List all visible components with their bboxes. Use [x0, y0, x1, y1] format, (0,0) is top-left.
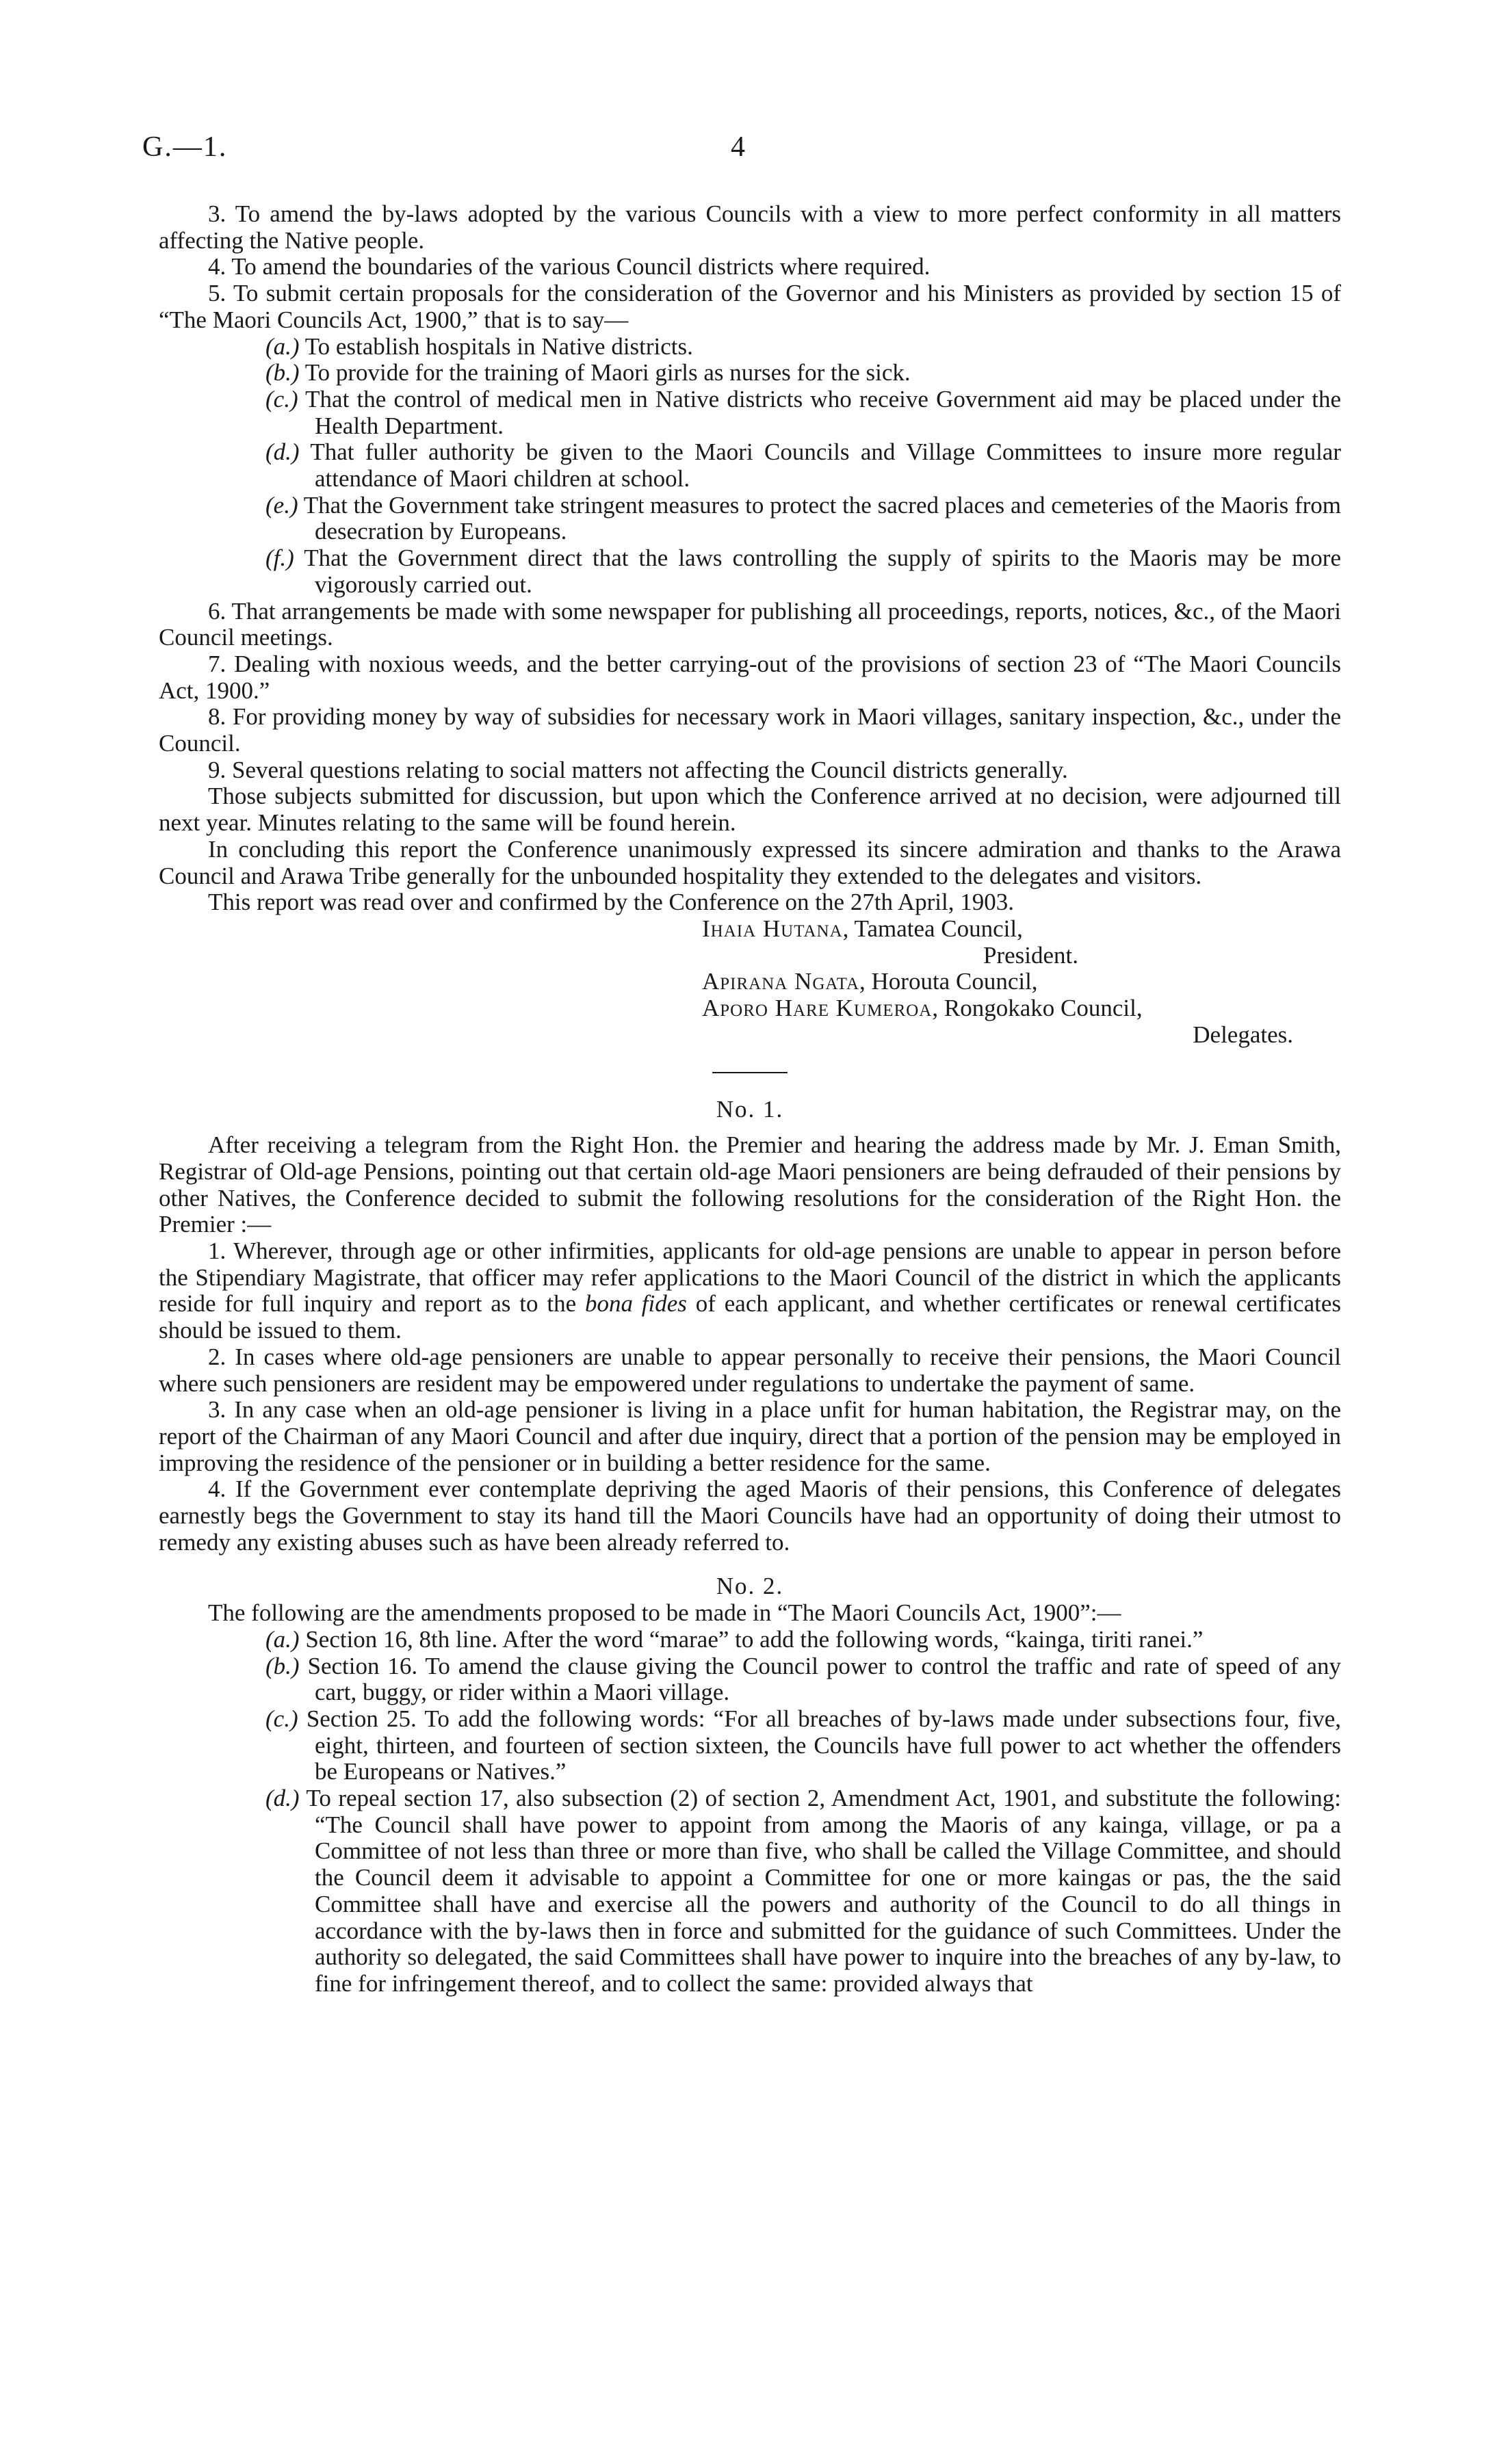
list-item — [159, 493, 1341, 545]
paragraph: 8. For providing money by way of subsidies for necessary work in Maori villages, sanitary inspection, &c., under the Council. — [159, 703, 1341, 757]
paragraph: 4. To amend the boundaries of the various Council districts where required. — [208, 253, 931, 280]
signatory-council: , Tamatea Council, — [842, 915, 1023, 942]
list-item — [159, 1706, 1341, 1785]
signature-line — [159, 995, 1341, 1022]
page-number: 4 — [731, 131, 745, 163]
section-heading: No. 2. — [716, 1573, 784, 1600]
list-item — [159, 334, 1341, 361]
signature-block — [159, 916, 1341, 1049]
list-item-text: That the control of medical men in Native districts who receive Government aid may be placed under the Health Department. — [305, 385, 1341, 439]
document-body — [159, 201, 1341, 1997]
signature-line — [159, 969, 1341, 995]
list-item-label: (b.) — [265, 359, 300, 386]
list-item-text: To provide for the training of Maori girls as nurses for the sick. — [304, 359, 911, 386]
signatory-name: Aporo Hare Kumeroa — [702, 995, 933, 1022]
text-run: of each applicant, and whether certificates or renewal certificates should be issued to them. — [159, 1290, 1341, 1344]
signatory-role: President. — [983, 941, 1078, 969]
signature-line — [159, 916, 1341, 943]
list-item — [159, 1627, 1341, 1653]
list-item-text: Section 16, 8th line. After the word “marae” to add the following words, “kainga, tiriti ranei.” — [305, 1625, 1204, 1653]
list-item — [159, 1785, 1341, 1997]
paragraph: After receiving a telegram from the Right Hon. the Premier and hearing the address made by Mr. J. Eman Smith, Registrar of Old-age Pensions, pointing out that certain old-age Maori pensioners are being defrauded of their pensions by other Natives, the Conference decided to submit the following resolutions for the consideration of the Right Hon. the Premier :— — [159, 1131, 1341, 1238]
list-item-text: That the Government direct that the laws controlling the supply of spirits to the Maoris may be more vigorously carried out. — [304, 545, 1341, 598]
list-item — [159, 1653, 1341, 1706]
paragraph: In concluding this report the Conference unanimously expressed its sincere admiration and thanks to the Arawa Council and Arawa Tribe generally for the unbounded hospitality they extended to the delegates and visitors. — [159, 835, 1341, 889]
list-item-text: That the Government take stringent measures to protect the sacred places and cemeteries of the Maoris from desecration by Europeans. — [303, 491, 1342, 545]
spacer — [159, 1123, 1341, 1132]
list-item-text: Section 16. To amend the clause giving the Council power to control the traffic and rate of speed of any cart, buggy, or rider within a Maori village. — [307, 1652, 1341, 1706]
paragraph: 7. Dealing with noxious weeds, and the better carrying-out of the provisions of section 23 of “The Maori Councils Act, 1900.” — [159, 650, 1341, 704]
list-item-text: To establish hospitals in Native districts. — [304, 332, 693, 360]
paragraph: 6. That arrangements be made with some newspaper for publishing all proceedings, reports, notices, &c., of the Maori Council meetings. — [159, 597, 1341, 651]
list-item-text: Section 25. To add the following words: “For all breaches of by-laws made under subsections four, five, eight, thirteen, and fourteen of section sixteen, the Councils have full power to act whether the offenders be Europeans or Natives.” — [306, 1705, 1341, 1785]
list-item — [159, 545, 1341, 598]
list-item — [159, 360, 1341, 386]
section-heading: No. 1. — [716, 1095, 784, 1123]
list-item-label: (a.) — [265, 332, 300, 360]
list-item-text: That fuller authority be given to the Maori Councils and Village Committees to insure more regular attendance of Maori children at school. — [310, 438, 1341, 493]
signatory-name: Ihaia Hutana — [702, 915, 843, 942]
list-item-label: (e.) — [265, 491, 298, 519]
document-reference: G.—1. — [142, 131, 228, 163]
list-item-label: (d.) — [265, 438, 300, 466]
paragraph: 4. If the Government ever contemplate depriving the aged Maoris of their pensions, this Conference of delegates earnestly begs the Government to stay its hand till the Maori Councils have had an opportunity of doing their utmost to remedy any existing abuses such as have been already referred to. — [159, 1476, 1341, 1556]
section-divider — [712, 1072, 788, 1073]
emphasis-text: bona fides — [584, 1290, 687, 1318]
list-item-label: (d.) — [265, 1785, 300, 1812]
list-item-label: (c.) — [265, 385, 298, 412]
spacer — [159, 1556, 1341, 1573]
paragraph: 3. In any case when an old-age pensioner is living in a place unfit for human habitation, the Registrar may, on the report of the Chairman of any Maori Council and after due inquiry, direct that a portion of the pension may be employed in improving the residence of the pensioner or in building a better residence for the same. — [159, 1396, 1341, 1476]
text-run: 1. Wherever, through age or other infirmities, applicants for old-age pensions are unable to appear in person before the Stipendiary Magistrate, that officer may refer applications to the Maori Council of the district in which the applicants reside for full inquiry and report as to the — [159, 1237, 1341, 1318]
paragraph: The following are the amendments proposed to be made in “The Maori Councils Act, 1900”:— — [208, 1599, 1121, 1627]
paragraph: 3. To amend the by-laws adopted by the various Councils with a view to more perfect conformity in all matters affecting the Native people. — [159, 200, 1341, 254]
paragraph: 5. To submit certain proposals for the consideration of the Governor and his Ministers as provided by section 15 of “The Maori Councils Act, 1900,” that is to say— — [159, 280, 1341, 333]
paragraph: 2. In cases where old-age pensioners are unable to appear personally to receive their pensions, the Maori Council where such pensioners are resident may be empowered under regulations to undertake the payment of same. — [159, 1343, 1341, 1397]
list-item — [159, 386, 1341, 439]
list-item-label: (a.) — [265, 1625, 300, 1653]
signatory-council: , Rongokako Council, — [932, 995, 1143, 1022]
paragraph: This report was read over and confirmed by the Conference on the 27th April, 1903. — [208, 889, 1014, 916]
list-item-label: (f.) — [265, 545, 294, 572]
list-item-text: To repeal section 17, also subsection (2) of section 2, Amendment Act, 1901, and substitute the following: “The Council shall have power to appoint from among the Maoris of any kainga, village, or pa a Committee of not less than three or more than five, who shall be called the Village Committee, and should the Council deem it advisable to appoint a Committee for one or more kaingas or pas, the the said Committee shall have and exercise all the powers and authority of the Council to do all things in accordance with the by-laws then in force and submitted for the guidance of such Committees. Under the authority so delegated, the said Committees shall have power to inquire into the breaches of any by-law, to fine for infringement thereof, and to collect the same: provided always that — [306, 1785, 1341, 1997]
list-item-label: (c.) — [265, 1705, 298, 1732]
paragraph: Those subjects submitted for discussion, but upon which the Conference arrived at no decision, were adjourned till next year. Minutes relating to the same will be found herein. — [159, 783, 1341, 837]
signatory-role: Delegates. — [1193, 1021, 1293, 1048]
list-item-label: (b.) — [265, 1652, 300, 1679]
signatory-council: , Horouta Council, — [859, 968, 1038, 995]
paragraph — [159, 1238, 1341, 1344]
list-item — [159, 439, 1341, 492]
paragraph: 9. Several questions relating to social matters not affecting the Council districts generally. — [208, 756, 1068, 783]
signatory-name: Apirana Ngata — [702, 968, 860, 995]
